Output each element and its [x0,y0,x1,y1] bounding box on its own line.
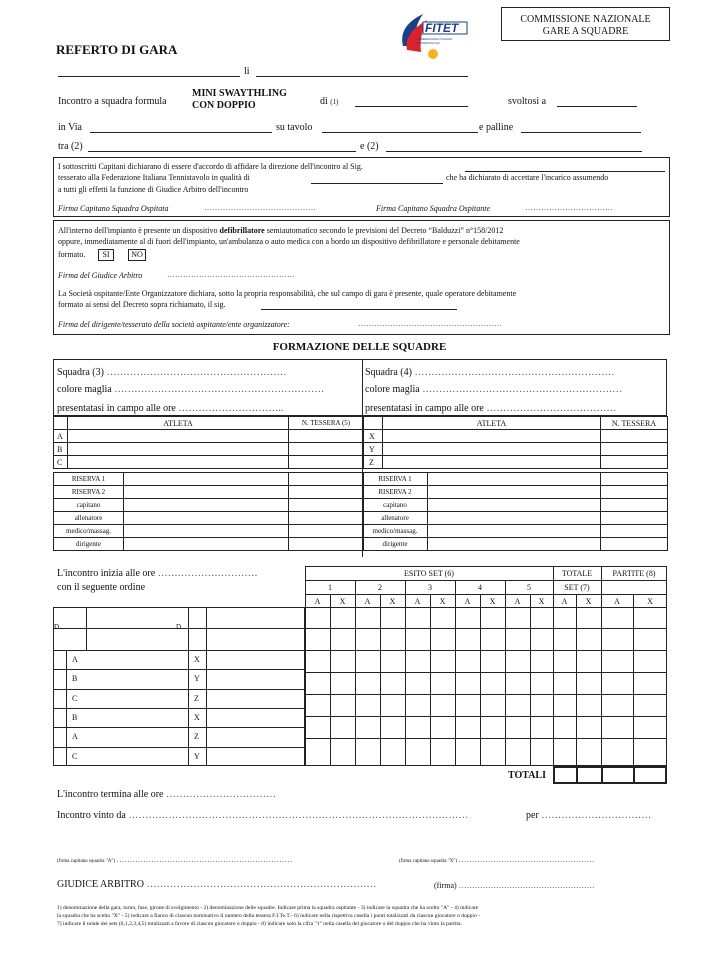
giudice-label: GIUDICE ARBITRO …………………………………………………………… [57,879,377,890]
place-field[interactable] [58,76,240,77]
tessera-b-field[interactable] [289,443,364,456]
palline-label: e palline [479,122,514,133]
captains-box [53,157,670,217]
athletes-table-left [53,416,364,469]
firma-ospitata-label: Firma Capitano Squadra Ospitata [58,204,169,213]
player-letter-y: Y [363,443,383,456]
tra-label: tra (2) [58,141,83,152]
commission-line1: COMMISSIONE NAZIONALE [520,14,651,25]
tessera-a-field[interactable] [289,430,364,443]
ax-header-0: A [314,597,321,606]
di-label: di (1) [320,96,339,107]
role-dirigente-left: dirigente [54,538,124,551]
squadra-right-label: Squadra (4) …………………………………………………… [365,367,615,378]
set-number-3: 3 [428,583,432,592]
termina-label: L'incontro termina alle ore …………………………… [57,789,276,800]
defib-line4: La Società ospitante/Ente Organizzatore dichiara, sotto la propria responsabilità, che sul campo di gara è presente, quale operatore debitamente [58,289,517,298]
captains-line1: I sottoscritti Capitani dichiarano di essere d'accordo di affidare la direzione dell'incontro al Sig. [58,162,363,171]
role-dirigente-right: dirigente [363,538,428,551]
set-number-2: 2 [378,583,382,592]
role-medico-left: medico/massag. [54,525,124,538]
role-riserva1-right: RISERVA 1 [363,473,428,486]
commission-line2: GARE A SQUADRE [542,26,629,37]
role-allenatore-left: allenatore [54,512,124,525]
player-letter-a: A [54,430,68,443]
li-label: li [244,66,250,77]
player-letter-c: C [54,456,68,469]
firma-ospitante-dots[interactable]: …………………………… [525,203,613,212]
tessera-z-field[interactable] [601,456,668,469]
date-field[interactable] [256,76,468,77]
ax-header-13: X [647,597,653,606]
formula-line2: CON DOPPIO [192,100,256,111]
fitet-logo [393,6,473,62]
ax-header-12: A [614,597,620,606]
role-allenatore-right: allenatore [363,512,428,525]
squadra-left-label: Squadra (3) ……………………………………………… [57,367,287,378]
doppio-label-left: D [54,623,60,631]
player-letter-x: X [363,430,383,443]
logo-subtext: FEDERAZIONE ITALIANA TENNISTAVOLO [417,37,453,45]
athletes-table-right [362,416,668,469]
athlete-x-field[interactable] [383,430,601,443]
captains-line2a: tesserato alla Federazione Italiana Tennistavolo in qualità di [58,173,250,182]
captains-line3: a tutti gli effetti la funzione di Giudice Arbitro dell'incontro [58,185,249,194]
referee-role-field[interactable] [311,183,443,184]
document-title: REFERTO DI GARA [56,42,178,57]
colore-left-label: colore maglia ……………………………………………………… [57,384,325,395]
commission-box [501,7,670,41]
set-number-1: 1 [328,583,332,592]
ax-header-4: A [414,597,421,606]
atleta-header-left: ATLETA [68,417,289,430]
firma-ospitata-dots[interactable]: …………………………………… [204,203,316,212]
set-number-4: 4 [478,583,482,592]
presentatasi-left-label: presentatasi in campo alle ore ………………………….. [57,403,284,414]
firma-dirigente-label: Firma del dirigente/tesserato della società ospitante/ente organizzatore: [58,320,290,329]
firma-dirigente-dots[interactable]: ……………………………………………… [358,319,502,328]
firma-x-label: (firma capitano squadra "X") …………………………………………… [399,855,595,864]
order-right-0: X [194,655,200,664]
order-left-0: A [72,655,78,664]
atleta-header-right: ATLETA [383,417,601,430]
order-right-3: X [194,712,200,722]
ax-header-9: X [538,597,545,606]
vinto-label: Incontro vinto da ………………………………………………………………………………………… [57,810,469,821]
svoltosi-label: svoltosi a [508,96,547,107]
footnote-3: 7) indicare il totale dei sets (0,1,2,3,4,5) totalizzati a favore di ciascun giocatore o doppio - 8) indicare solo la cifra "1" nella casella del giocatore o del doppio che ha vinto la partita. [57,921,462,927]
defib-line5: formato ai sensi del Decreto sopra richiamato, il sig. [58,300,226,309]
defibrillator-box [53,220,670,335]
doppio-label-right: D [176,623,182,631]
tavolo-field[interactable] [322,132,478,133]
palline-field[interactable] [521,132,641,133]
order-left-2: C [72,693,78,703]
inizia-label: L'incontro inizia alle ore ………………………… [57,568,258,579]
si-checkbox[interactable]: SI [98,249,114,261]
role-capitano-left: capitano [54,499,124,512]
referee-name-field[interactable] [465,171,665,172]
ax-header-2: A [364,597,371,606]
e2-label: e (2) [360,141,379,152]
team1-field[interactable] [88,151,356,152]
formula-line1: MINI SWAYTHLING [192,88,287,99]
firma-ospitante-label: Firma Capitano Squadra Ospitante [376,204,491,213]
logo-text: FITET [425,21,459,35]
role-capitano-right: capitano [363,499,428,512]
tessera-x-field[interactable] [601,430,668,443]
order-right-4: Z [194,732,199,742]
role-riserva2-left: RISERVA 2 [54,486,124,499]
order-right-1: Y [194,674,200,684]
tessera-header-left: N. TESSERA (5) [289,417,364,430]
location-field[interactable] [557,106,637,107]
totali-label: TOTALI [508,770,546,781]
captains-line2b: che ha dichiarato di accettare l'incarico assumendo [446,173,609,182]
tavolo-label: su tavolo [276,122,313,133]
ax-header-5: X [439,597,446,606]
via-field[interactable] [90,132,272,133]
operator-name-field[interactable] [261,309,457,310]
order-left-3: B [72,712,78,722]
incontro-label: Incontro a squadra formula [58,96,167,107]
set-number-5: 5 [527,583,531,592]
ax-header-3: X [389,597,396,606]
firma-giudice-dots[interactable]: ………………………………………… [167,270,295,279]
formazione-title: FORMAZIONE DELLE SQUADRE [272,341,447,353]
ax-header-1: X [339,597,346,606]
roles-table-left [53,472,364,551]
ordine-label: con il seguente ordine [57,582,146,593]
athlete-y-field[interactable] [383,443,601,456]
colore-right-label: colore maglia …………………………………………………… [365,384,623,395]
footnote-1: 1) denominazione della gara, turno, fase, girone di svolgimento - 2) denominazione delle squadre. Indicare prima la squadra ospitante - 3) indicare la squadra che ha scelto "A" - 4) indicare [57,905,479,911]
athlete-b-field[interactable] [68,443,289,456]
player-letter-b: B [54,443,68,456]
order-right-5: Y [194,751,200,761]
athlete-z-field[interactable] [383,456,601,469]
defib-line3: formato. [58,250,86,259]
footnote-2: la squadra che ha scelto "X" - 5) indicare a fianco di ciascun nominativo il numero della tessera F.I.Te.T.- 6) indicare nella rispettiva casella i punti totalizzati da ciascun giocatore o doppio - [57,913,480,919]
player-letter-z: Z [363,456,383,469]
via-label: in Via [58,122,82,133]
athlete-c-field[interactable] [68,456,289,469]
team2-field[interactable] [386,151,642,152]
athlete-a-field[interactable] [68,430,289,443]
per-label: per …………………………… [526,810,652,821]
defib-line2: oppure, immediatamente al di fuori dell'impianto, un'ambulanza o auto medica con a bordo un dispositivo defibrillatore e personale debitamente [58,237,520,246]
no-checkbox[interactable]: NO [128,249,146,261]
ax-header-8: A [514,597,521,606]
roles-table-right [362,472,668,551]
tessera-y-field[interactable] [601,443,668,456]
role-riserva2-right: RISERVA 2 [363,486,428,499]
defib-line1: All'interno dell'impianto è presente un dispositivo defibrillatore semiautomatico secondo le previsioni del Decreto “Balduzzi” n°158/2012 [58,226,504,235]
partite-header: PARTITE (8) [612,569,656,578]
role-medico-right: medico/massag. [363,525,428,538]
competition-field[interactable] [355,106,468,107]
role-riserva1-left: RISERVA 1 [54,473,124,486]
tessera-c-field[interactable] [289,456,364,469]
score-grid [305,566,667,766]
ax-header-11: X [585,597,592,606]
totale-header: TOTALE [561,569,593,578]
tessera-header-right: N. TESSERA [601,417,668,430]
ax-header-6: A [464,597,471,606]
firma-giudice-label: Firma del Giudice Arbitro [58,271,143,280]
totali-boxes [553,766,667,784]
order-left-4: A [72,732,78,742]
presentatasi-right-label: presentatasi in campo alle ore ………………………………… [365,403,617,414]
order-left-5: C [72,751,78,761]
ax-header-10: A [561,597,568,606]
order-right-2: Z [194,693,199,703]
order-left-1: B [72,674,78,684]
ax-header-7: X [489,597,496,606]
giudice-firma-label: (firma) …………………………………………… [434,881,595,890]
set7-header: SET (7) [564,583,590,592]
firma-a-label: (firma capitano squadra "A") ………………………………………………………… [57,855,293,864]
esito-set-header: ESITO SET (6) [404,569,454,578]
